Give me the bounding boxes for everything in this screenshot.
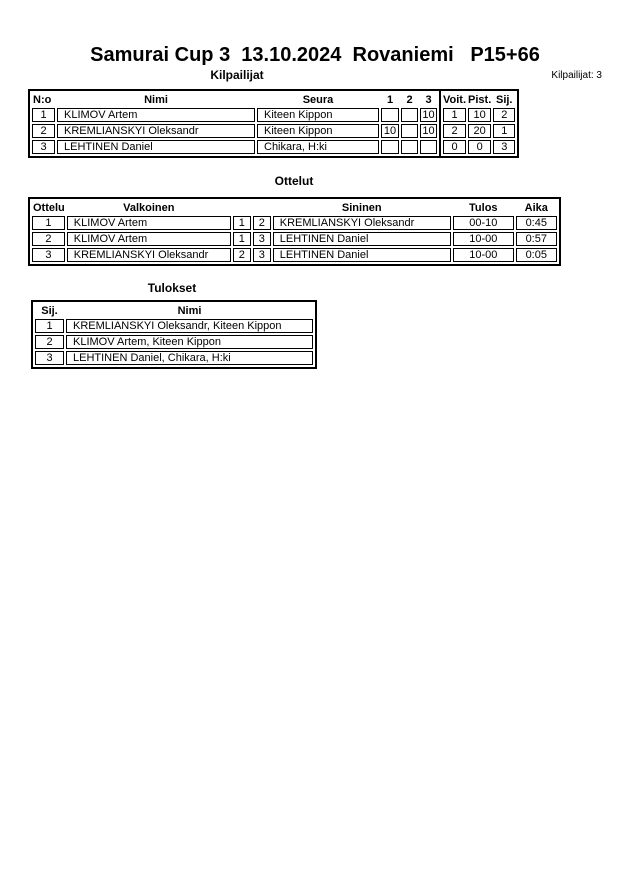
wins-cell: 2 xyxy=(443,124,466,138)
points-cell: 0 xyxy=(468,140,491,154)
header-time: Aika xyxy=(524,201,548,214)
points-cell: 20 xyxy=(468,124,491,138)
match-no-cell: 2 xyxy=(32,232,65,246)
points-cell: 10 xyxy=(468,108,491,122)
time-cell: 0:45 xyxy=(516,216,557,230)
match-no-cell: 1 xyxy=(32,216,65,230)
header-club: Seura xyxy=(302,93,334,106)
blue-no-cell: 3 xyxy=(253,248,271,262)
results-table xyxy=(31,300,317,369)
club-cell: Kiteen Kippon xyxy=(257,108,379,122)
header-round-1: 1 xyxy=(386,93,394,106)
round-2-cell xyxy=(401,108,418,122)
round-3-cell xyxy=(420,140,437,154)
matches-table xyxy=(28,197,561,266)
header-name: Nimi xyxy=(177,304,202,317)
no-cell: 3 xyxy=(32,140,55,154)
competitor-row xyxy=(32,108,437,122)
standings-row xyxy=(443,140,515,154)
result-cell: 00-10 xyxy=(453,216,514,230)
round-1-cell xyxy=(381,140,399,154)
rank-cell: 3 xyxy=(493,140,515,154)
header-no: N:o xyxy=(33,93,52,106)
match-row xyxy=(32,232,557,246)
blue-no-cell: 2 xyxy=(253,216,271,230)
white-name-cell: KLIMOV Artem xyxy=(67,232,231,246)
result-row xyxy=(35,351,313,365)
header-blue-no xyxy=(253,201,271,214)
matches-heading: Ottelut xyxy=(274,174,314,188)
header-blue: Sininen xyxy=(341,201,382,214)
results-table-inner xyxy=(31,300,317,369)
header-rank: Sij. xyxy=(495,93,513,106)
round-2-cell xyxy=(401,124,418,138)
competitors-heading: Kilpailijat xyxy=(210,68,264,82)
wins-cell: 1 xyxy=(443,108,466,122)
blue-name-cell: LEHTINEN Daniel xyxy=(273,232,451,246)
rank-cell: 1 xyxy=(35,319,64,333)
standings-row xyxy=(443,108,515,122)
round-3-cell: 10 xyxy=(420,124,437,138)
result-row xyxy=(35,335,313,349)
white-no-cell: 2 xyxy=(233,248,251,262)
round-3-cell: 10 xyxy=(420,108,437,122)
blue-name-cell: LEHTINEN Daniel xyxy=(273,248,451,262)
round-2-cell xyxy=(401,140,418,154)
white-no-cell: 1 xyxy=(233,216,251,230)
competitor-row xyxy=(32,140,437,154)
match-row xyxy=(32,216,557,230)
header-rank: Sij. xyxy=(41,304,58,317)
header-round-3: 3 xyxy=(425,93,432,106)
rank-cell: 2 xyxy=(493,108,515,122)
competitors-table-main xyxy=(28,89,441,158)
rank-cell: 2 xyxy=(35,335,64,349)
time-cell: 0:57 xyxy=(516,232,557,246)
result-cell: 10-00 xyxy=(453,232,514,246)
standings-header-row xyxy=(443,93,515,106)
header-name: Nimi xyxy=(144,93,168,106)
white-no-cell: 1 xyxy=(233,232,251,246)
header-match: Ottelu xyxy=(33,201,65,214)
results-header-row xyxy=(35,304,313,317)
club-cell: Kiteen Kippon xyxy=(257,124,379,138)
name-cell: KREMLIANSKYI Oleksandr xyxy=(57,124,255,138)
name-cell: KLIMOV Artem, Kiteen Kippon xyxy=(66,335,313,349)
name-cell: LEHTINEN Daniel xyxy=(57,140,255,154)
wins-cell: 0 xyxy=(443,140,466,154)
matches-header-row xyxy=(32,201,557,214)
competitors-table xyxy=(28,89,519,158)
blue-no-cell: 3 xyxy=(253,232,271,246)
standings-row xyxy=(443,124,515,138)
no-cell: 1 xyxy=(32,108,55,122)
round-1-cell: 10 xyxy=(381,124,399,138)
header-wins: Voit. xyxy=(443,93,467,106)
header-result: Tulos xyxy=(469,201,498,214)
matches-table-inner xyxy=(28,197,561,266)
club-cell: Chikara, H:ki xyxy=(257,140,379,154)
round-1-cell xyxy=(381,108,399,122)
match-row xyxy=(32,248,557,262)
results-heading: Tulokset xyxy=(147,281,197,295)
blue-name-cell: KREMLIANSKYI Oleksandr xyxy=(273,216,451,230)
name-cell: KLIMOV Artem xyxy=(57,108,255,122)
rank-cell: 3 xyxy=(35,351,64,365)
competitors-count-label: Kilpailijat: 3 xyxy=(551,70,602,81)
match-no-cell: 3 xyxy=(32,248,65,262)
name-cell: KREMLIANSKYI Oleksandr, Kiteen Kippon xyxy=(66,319,313,333)
no-cell: 2 xyxy=(32,124,55,138)
white-name-cell: KREMLIANSKYI Oleksandr xyxy=(67,248,231,262)
competitors-header-row xyxy=(32,93,437,106)
rank-cell: 1 xyxy=(493,124,515,138)
document-title: Samurai Cup 3 13.10.2024 Rovaniemi P15+66 xyxy=(90,44,540,66)
time-cell: 0:05 xyxy=(516,248,557,262)
header-points: Pist. xyxy=(468,93,492,106)
header-round-2: 2 xyxy=(406,93,413,106)
result-cell: 10-00 xyxy=(453,248,514,262)
result-row xyxy=(35,319,313,333)
white-name-cell: KLIMOV Artem xyxy=(67,216,231,230)
header-white: Valkoinen xyxy=(123,201,175,214)
competitor-row xyxy=(32,124,437,138)
competitors-table-standings xyxy=(439,89,519,158)
name-cell: LEHTINEN Daniel, Chikara, H:ki xyxy=(66,351,313,365)
header-white-no xyxy=(233,201,251,214)
